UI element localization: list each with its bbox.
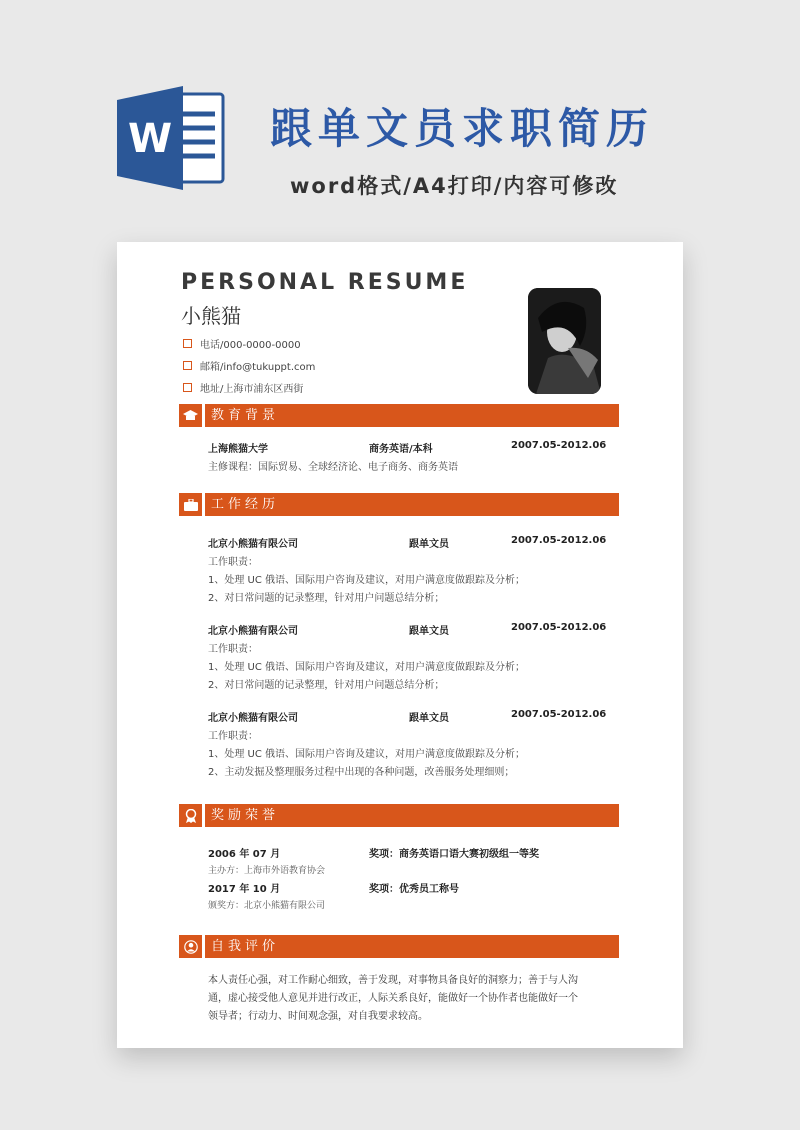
banner-subtitle: word格式/A4打印/内容可修改 [290, 174, 619, 198]
section-education: 教育背景 [205, 404, 619, 427]
contact-email: 邮箱/info@tukuppt.com [183, 358, 315, 373]
job-title: 跟单文员 [409, 713, 449, 724]
self-eval-line: 领导者；行动力、时间观念强，对自我要求较高。 [208, 1011, 428, 1022]
job-duty-label: 工作职责： [208, 557, 258, 568]
job-duty-line: 2、对日常问题的记录整理，针对用户问题总结分析； [208, 680, 445, 691]
award-org: 主办方：上海市外语教育协会 [208, 866, 326, 876]
edu-major: 商务英语/本科 [369, 444, 433, 455]
banner-title: 跟单文员求职简历 [270, 104, 655, 153]
briefcase-icon [179, 493, 202, 516]
edu-period: 2007.05-2012.06 [511, 440, 607, 451]
word-logo-icon [117, 86, 227, 190]
contact-phone: 电话/000-0000-0000 [183, 336, 301, 351]
profile-photo [528, 288, 601, 394]
checkbox-icon [183, 361, 192, 370]
checkbox-icon [183, 383, 192, 392]
job-duty-line: 2、主动发掘及整理服务过程中出现的各种问题，改善服务处理细则； [208, 767, 515, 778]
section-awards: 奖励荣誉 [205, 804, 619, 827]
job-duty-label: 工作职责： [208, 731, 258, 742]
job-period: 2007.05-2012.06 [511, 622, 607, 633]
self-eval-line: 本人责任心强，对工作耐心细致，善于发现，对事物具备良好的洞察力；善于与人沟 [208, 975, 578, 986]
job-period: 2007.05-2012.06 [511, 709, 607, 720]
award-org: 颁奖方：北京小熊猫有限公司 [208, 901, 326, 911]
award-medal-icon [179, 804, 202, 827]
award-name: 奖项：优秀员工称号 [369, 884, 459, 895]
job-title: 跟单文员 [409, 626, 449, 637]
resume-heading: PERSONAL RESUME [181, 270, 469, 295]
job-company: 北京小熊猫有限公司 [208, 713, 298, 724]
job-period: 2007.05-2012.06 [511, 535, 607, 546]
job-company: 北京小熊猫有限公司 [208, 539, 298, 550]
section-work: 工作经历 [205, 493, 619, 516]
self-eval-line: 通，虚心接受他人意见并进行改正，人际关系良好，能做好一个协作者也能做好一个 [208, 993, 578, 1004]
job-duty-line: 2、对日常问题的记录整理，针对用户问题总结分析； [208, 593, 445, 604]
contact-address: 地址/上海市浦东区西街 [183, 380, 303, 395]
resume-name: 小熊猫 [181, 304, 241, 328]
job-duty-label: 工作职责： [208, 644, 258, 655]
section-self-evaluation: 自我评价 [205, 935, 619, 958]
svg-text:W: W [127, 116, 173, 162]
job-duty-line: 1、处理 UC 俄语、国际用户咨询及建议，对用户满意度做跟踪及分析； [208, 662, 526, 673]
person-icon [179, 935, 202, 958]
job-company: 北京小熊猫有限公司 [208, 626, 298, 637]
job-duty-line: 1、处理 UC 俄语、国际用户咨询及建议，对用户满意度做跟踪及分析； [208, 749, 526, 760]
resume-paper [117, 242, 683, 1048]
graduation-cap-icon [179, 404, 202, 427]
edu-school: 上海熊猫大学 [208, 444, 268, 455]
checkbox-icon [183, 339, 192, 348]
edu-courses: 主修课程：国际贸易、全球经济论、电子商务、商务英语 [208, 462, 458, 473]
award-date: 2006 年 07 月 [208, 849, 281, 860]
job-duty-line: 1、处理 UC 俄语、国际用户咨询及建议，对用户满意度做跟踪及分析； [208, 575, 526, 586]
job-title: 跟单文员 [409, 539, 449, 550]
award-name: 奖项：商务英语口语大赛初级组一等奖 [369, 849, 539, 860]
award-date: 2017 年 10 月 [208, 884, 281, 895]
